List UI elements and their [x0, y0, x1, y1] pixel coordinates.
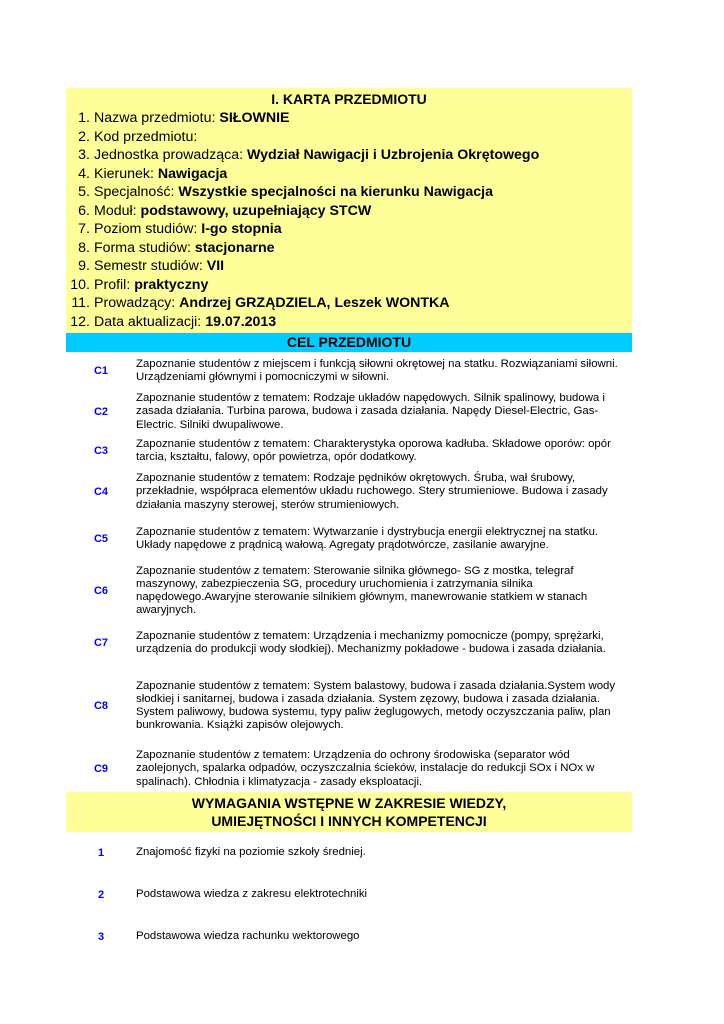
course-sheet — [66, 88, 632, 958]
item-label: Moduł: — [94, 202, 141, 219]
cel-row — [66, 434, 632, 468]
item-label: Kod przedmiotu: — [94, 128, 198, 145]
cel-text: Zapoznanie studentów z tematem: Rodzaje układów napędowych. Silnik spalinowy, budowa i zasada działania. Turbina parowa, budowa i zasada działania. Napędy Diesel-Electric, Gas-Electric. Silniki dwupaliwowe. — [136, 392, 605, 431]
wymagania-row — [66, 916, 632, 958]
karta-item — [66, 276, 632, 295]
item-value: SIŁOWNIE — [219, 110, 290, 126]
item-label: Nazwa przedmiotu: — [94, 110, 220, 126]
cel-row — [66, 562, 632, 620]
wymagania-text: Podstawowa wiedza z zakresu elektrotechniki — [136, 888, 368, 901]
item-value: Nawigacja — [157, 165, 228, 182]
cel-row — [66, 620, 632, 666]
cel-row — [66, 516, 632, 562]
item-value: Wszystkie specjalności na kierunku Nawigacja — [178, 184, 494, 200]
karta-item — [66, 183, 632, 202]
karta-item — [66, 220, 632, 239]
item-value: 19.07.2013 — [205, 313, 277, 330]
cel-text: Zapoznanie studentów z tematem: Sterowanie silnika głównego- SG z mostka, telegraf maszynowy, zabezpieczenia SG, procedury uruchomienia i zatrzymania silnika napędowego.Awaryjne sterowanie silnikiem głównym, manewrowanie statkiem w stanach awaryjnych. — [136, 564, 588, 617]
item-number: 12. — [70, 313, 90, 330]
wymagania-code: 2 — [97, 889, 105, 901]
wymagania-row — [66, 874, 632, 916]
cel-text: Zapoznanie studentów z tematem: System balastowy, budowa i zasada działania.System wody słodkiej i sanitarnej, budowa i zasada działania. System zęzowy, budowa i zasada działania. System paliwowy, budowa systemu, typy paliw żeglugowych, metody oczyszczania paliw, plan bunkrowania. Książki zapisów olejowych. — [136, 679, 616, 732]
wymagania-title-line2: UMIEJĘTNOŚCI I INNYCH KOMPETENCJI — [211, 813, 487, 829]
item-value: stacjonarne — [194, 239, 275, 256]
wymagania-code: 1 — [97, 847, 105, 859]
item-label: Semestr studiów: — [94, 258, 207, 274]
karta-item — [66, 313, 632, 332]
item-number: 1. — [78, 110, 90, 126]
cel-code: C7 — [93, 637, 109, 649]
item-label: Data aktualizacji: — [94, 313, 206, 330]
cel-code: C6 — [93, 585, 109, 597]
item-label: Kierunek: — [94, 165, 158, 182]
cel-code: C3 — [93, 445, 109, 457]
karta-title: I. KARTA PRZEDMIOTU — [271, 91, 427, 107]
item-value: podstawowy, uzupełniający STCW — [140, 202, 372, 219]
karta-item — [66, 128, 632, 147]
karta-item — [66, 109, 632, 128]
item-number: 10. — [70, 276, 90, 293]
cel-code: C5 — [93, 533, 109, 545]
cel-code: C4 — [93, 486, 109, 498]
wymagania-text: Podstawowa wiedza rachunku wektorowego — [136, 930, 360, 943]
cel-row — [66, 390, 632, 434]
cel-code: C8 — [93, 700, 109, 712]
cel-list — [66, 352, 632, 792]
cel-code: C1 — [93, 365, 109, 377]
item-value: I-go stopnia — [201, 221, 282, 237]
cel-text: Zapoznanie studentów z tematem: Urządzenia i mechanizmy pomocnicze (pompy, sprężarki, urządzenia do produkcji wody słodkiej). Mechanizmy pokładowe - budowa i zasada działania. — [136, 629, 606, 655]
item-value: VII — [206, 258, 225, 274]
cel-text: Zapoznanie studentów z tematem: Wytwarzanie i dystrybucja energii elektrycznej na statku. Układy napędowe z prądnicą wałową. Agregaty prądotwórcze, zasilanie awaryjne. — [136, 525, 599, 551]
item-number: 2. — [78, 128, 90, 145]
item-number: 8. — [78, 239, 90, 256]
item-value: Wydział Nawigacji i Uzbrojenia Okrętowego — [247, 147, 540, 163]
item-label: Poziom studiów: — [94, 221, 202, 237]
item-value: Andrzej GRZĄDZIELA, Leszek WONTKA — [179, 295, 450, 311]
cel-text: Zapoznanie studentów z tematem: Rodzaje pędników okrętowych. Śruba, wał śrubowy, przekładnie, współpraca elementów układu ruchowego. Stery strumieniowe. Budowa i zasady działania maszyny sterowej, sterów strumieniowych. — [136, 472, 608, 511]
cel-row — [66, 746, 632, 792]
wymagania-text: Znajomość fizyki na poziomie szkoły średniej. — [136, 846, 366, 859]
item-label: Jednostka prowadząca: — [94, 147, 248, 163]
karta-item — [66, 202, 632, 221]
item-label: Prowadzący: — [94, 295, 180, 311]
karta-item — [66, 257, 632, 276]
item-number: 9. — [78, 258, 90, 274]
item-number: 5. — [78, 184, 90, 200]
cel-przedmiotu-header: CEL PRZEDMIOTU — [66, 333, 632, 352]
cel-text: Zapoznanie studentów z tematem: Charakterystyka oporowa kadłuba. Składowe oporów: opór tarcia, kształtu, falowy, opór powietrza, opór dodatkowy. — [136, 437, 611, 463]
cel-row — [66, 468, 632, 516]
karta-item — [66, 165, 632, 184]
item-value: praktyczny — [134, 276, 209, 293]
cel-row — [66, 666, 632, 746]
item-label: Forma studiów: — [94, 239, 195, 256]
cel-row — [66, 352, 632, 390]
item-label: Specjalność: — [94, 184, 179, 200]
wymagania-row — [66, 832, 632, 874]
karta-przedmiotu-section — [66, 88, 632, 333]
karta-item — [66, 239, 632, 258]
cel-code: C9 — [93, 763, 109, 775]
item-number: 11. — [71, 295, 90, 311]
wymagania-title-line1: WYMAGANIA WSTĘPNE W ZAKRESIE WIEDZY, — [191, 795, 507, 811]
wymagania-list — [66, 832, 632, 958]
item-number: 6. — [78, 202, 90, 219]
item-number: 3. — [78, 147, 90, 163]
wymagania-code: 3 — [97, 931, 105, 943]
wymagania-header — [66, 792, 632, 832]
item-number: 7. — [78, 221, 90, 237]
cel-text: Zapoznanie studentów z tematem: Urządzenia do ochrony środowiska (separator wód zaolejonych, spalarka odpadów, oczyszczalnia ścieków, instalacje do redukcji SOx i NOx w spalinach). Chłodnia i klimatyzacja - zasady eksploatacji. — [136, 749, 595, 788]
karta-item — [66, 294, 632, 313]
cel-code: C2 — [93, 406, 109, 418]
cel-text: Zapoznanie studentów z miejscem i funkcją siłowni okrętowej na statku. Rozwiązaniami siłowni. Urządzeniami głównymi i pomocniczymi w siłowni. — [136, 357, 618, 383]
item-label: Profil: — [94, 276, 135, 293]
karta-item — [66, 146, 632, 165]
item-number: 4. — [78, 165, 90, 182]
